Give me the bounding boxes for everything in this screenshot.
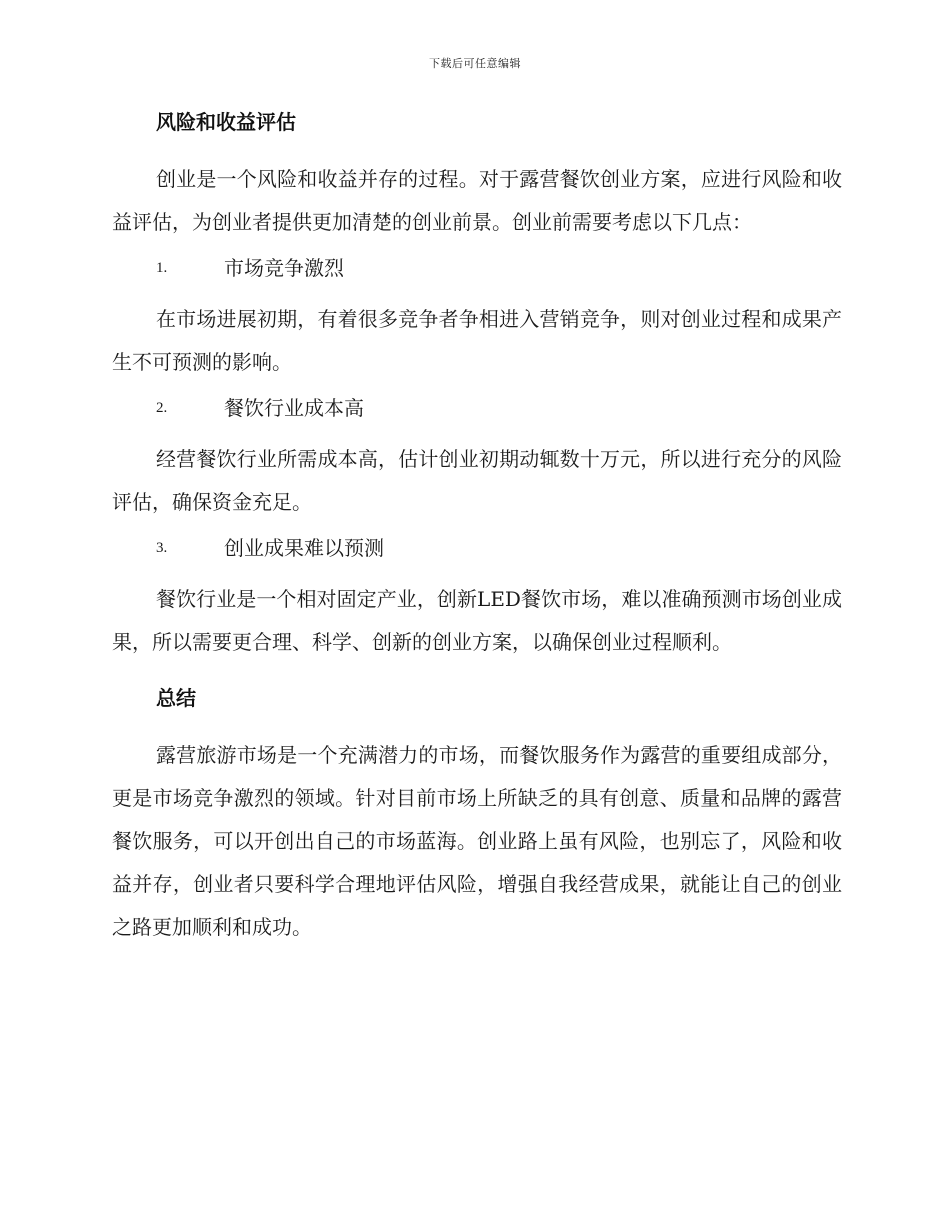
spacer [112,674,842,684]
list-item-title: 创业成果难以预测 [224,536,384,560]
risk-intro-paragraph: 创业是一个风险和收益并存的过程。对于露营餐饮创业方案，应进行风险和收益评估，为创业者提供更加清楚的创业前景。创业前需要考虑以下几点： [112,167,842,234]
list-item-body: 餐饮行业是一个相对固定产业，创新LED餐饮市场，难以准确预测市场创业成果，所以需要更合理、科学、创新的创业方案，以确保创业过程顺利。 [112,587,842,654]
list-item-1 [156,254,842,282]
list-item-title: 餐饮行业成本高 [224,396,364,420]
section-title-risk: 风险和收益评估 [156,110,296,134]
list-item-body: 在市场进展初期，有着很多竞争者争相进入营销竞争，则对创业过程和成果产生不可预测的影响。 [112,307,842,374]
list-item-body: 经营餐饮行业所需成本高，估计创业初期动辄数十万元，所以进行充分的风险评估，确保资金充足。 [112,447,842,514]
list-number: 2. [156,400,168,416]
list-number: 3. [156,540,168,556]
list-item-3 [156,534,842,562]
summary-paragraph: 露营旅游市场是一个充满潜力的市场，而餐饮服务作为露营的重要组成部分，更是市场竞争激烈的领域。针对目前市场上所缺乏的具有创意、质量和品牌的露营餐饮服务，可以开创出自己的市场蓝海。创业路上虽有风险，也别忘了，风险和收益并存，创业者只要科学合理地评估风险，增强自我经营成果，就能让自己的创业之路更加顺利和成功。 [112,743,842,939]
list-number: 1. [156,260,168,276]
section-title-summary: 总结 [156,686,196,710]
header-note: 下载后可任意编辑 [429,57,521,70]
list-item-title: 市场竞争激烈 [224,256,344,280]
list-item-2 [156,394,842,422]
document-body [112,108,842,959]
